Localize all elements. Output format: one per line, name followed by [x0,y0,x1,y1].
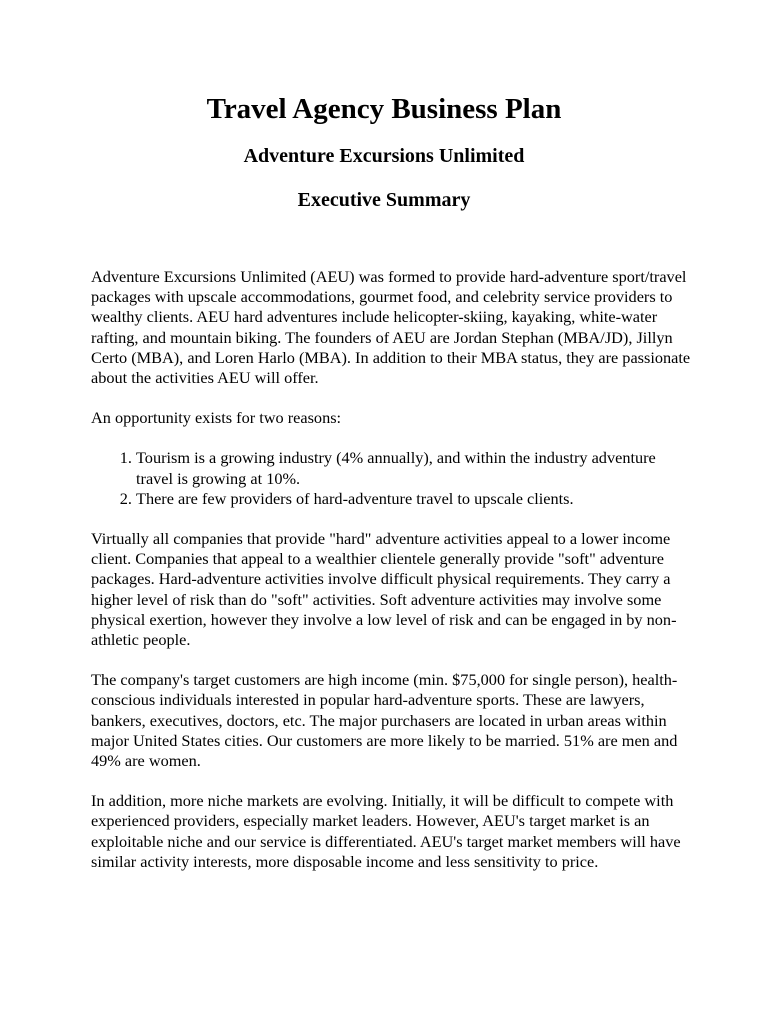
paragraph-company-overview: Adventure Excursions Unlimited (AEU) was formed to provide hard-adventure sport/travel packages with upscale accommodations, gourmet food, and celebrity service providers to wealthy clients. AEU hard adventures include helicopter-skiing, kayaking, white-water rafting, and mountain biking. The founders of AEU are Jordan Stephan (MBA/JD), Jillyn Certo (MBA), and Loren Harlo (MBA). In addition to their MBA status, they are passionate about the activities AEU will offer. [91,267,691,388]
section-heading: Executive Summary [297,189,471,211]
paragraph-opportunity-intro: An opportunity exists for two reasons: [91,408,342,428]
company-name-heading: Adventure Excursions Unlimited [243,145,525,167]
reasons-list [91,448,691,509]
document-title: Travel Agency Business Plan [206,93,562,125]
list-item: 2. There are few providers of hard-adventure travel to upscale clients. [136,489,691,509]
paragraph-market-comparison: Virtually all companies that provide "hard" adventure activities appeal to a lower income client. Companies that appeal to a wealthier clientele generally provide "soft" adventure packages. Hard-adventure activities involve difficult physical requirements. They carry a higher level of risk than do "soft" activities. Soft adventure activities may involve some physical exertion, however they involve a low level of risk and can be engaged in by non-athletic people. [91,529,677,650]
document-body [91,267,691,892]
list-item: 1. Tourism is a growing industry (4% annually), and within the industry adventure travel is growing at 10%. [136,448,691,488]
paragraph-target-customers: The company's target customers are high income (min. $75,000 for single person), health-conscious individuals interested in popular hard-adventure sports. These are lawyers, bankers, executives, doctors, etc. The major purchasers are located in urban areas within major United States cities. Our customers are more likely to be married. 51% are men and 49% are women. [91,670,678,771]
paragraph-niche-markets: In addition, more niche markets are evolving. Initially, it will be difficult to compete with experienced providers, especially market leaders. However, AEU's target market is an exploitable niche and our service is differentiated. AEU's target market members will have similar activity interests, more disposable income and less sensitivity to price. [91,791,681,871]
